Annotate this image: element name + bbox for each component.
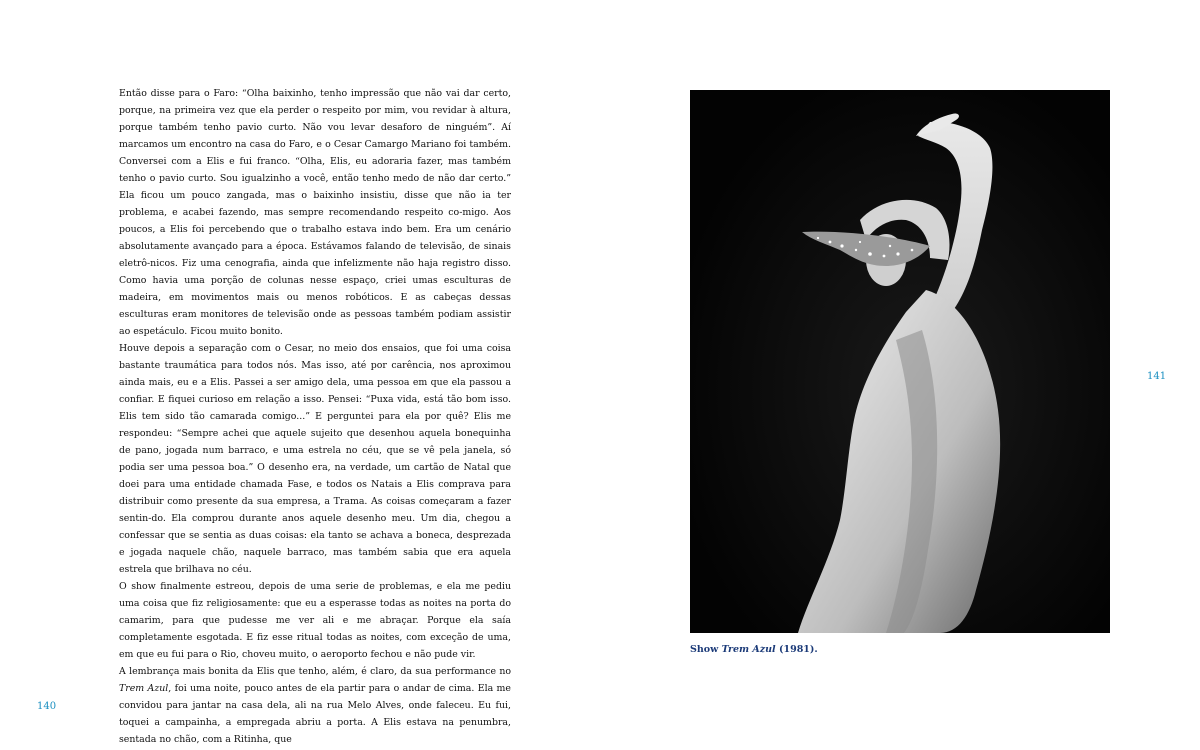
page-number-right: 141 xyxy=(1147,371,1167,382)
body-text xyxy=(119,85,511,748)
caption-title: Trem Azul xyxy=(721,644,776,655)
caption-prefix: Show xyxy=(690,644,722,655)
dancer-illustration xyxy=(690,90,1110,633)
paragraph: Então disse para o Faro: “Olha baixinho, tenho impressão que não vai dar certo, porque, na primeira vez que ela perder o respeito por mim, vou revidar à altura, porque também tenho pavio curto. Não vou levar desaforo de ninguém”. Aí marcamos um encontro na casa do Faro, e o Cesar Camargo Mariano foi também. Conversei com a Elis e fui franco. “Olha, Elis, eu adoraria fazer, mas também tenho o pavio curto. Sou igualzinho a você, então tenho medo de não dar certo.” Ela ficou um pouco zangada, mas o baixinho insistiu, disse que não ia ter problema, e acabei fazendo, mas sempre recomendando respeito co-migo. Aos poucos, a Elis foi percebendo que o trabalho estava indo bem. Era um cenário absolutamente avançado para a época. Estávamos falando de televisão, de sinais eletrô-nicos. Fiz uma cenografia, ainda que infelizmente não haja registro disso. Como havia uma porção de colunas nesse espaço, criei umas esculturas de madeira, em movimentos mais ou menos robóticos. E as cabeças dessas esculturas eram monitores de televisão onde as pessoas também podiam assistir ao espetáculo. Ficou muito bonito. xyxy=(119,88,511,337)
paragraph: Houve depois a separação com o Cesar, no meio dos ensaios, que foi uma coisa bastante traumática para todos nós. Mas isso, até por carência, nos aproximou ainda mais, eu e a Elis. Passei a ser amigo dela, uma pessoa em que ela passou a confiar. E fiquei curioso em relação a isso. Pensei: “Puxa vida, está tão bom isso. Elis tem sido tão camarada comigo...” E perguntei para ela por quê? Elis me respondeu: “Sempre achei que aquele sujeito que desenhou aquela bonequinha de pano, jogada num barraco, e uma estrela no céu, que se vê pela janela, só podia ser uma pessoa boa.” O desenho era, na verdade, um cartão de Natal que doei para uma entidade chamada Fase, e todos os Natais a Elis comprava para distribuir como presente da sua empresa, a Trama. As coisas começaram a fazer sentin-do. Ela comprou durante anos aquele desenho meu. Um dia, chegou a confessar que se sentia as duas coisas: ela tanto se achava a boneca, desprezada e jogada naquele chão, naquele barraco, mas também sabia que era aquela estrela que brilhava no céu. xyxy=(119,343,511,575)
italic-title: Trem Azul xyxy=(119,683,169,694)
performance-photo xyxy=(690,90,1110,633)
paragraph-text: A lembrança mais bonita da Elis que tenho, além, é claro, da sua performance no xyxy=(119,666,511,677)
caption-year: (1981). xyxy=(775,644,818,655)
paragraph: O show finalmente estreou, depois de uma serie de problemas, e ela me pediu uma coisa que fiz religiosamente: que eu a esperasse todas as noites na porta do camarim, para que pudesse me ver ali e me abraçar. Porque ela saía completamente esgotada. E fiz esse ritual todas as noites, com exceção de uma, em que eu fui para o Rio, choveu muito, o aeroporto fechou e não pude vir. xyxy=(119,581,511,660)
paragraph xyxy=(119,663,511,748)
paragraph-text: , foi uma noite, pouco antes de ela partir para o andar de cima. Ela me convidou para jantar na casa dela, ali na rua Melo Alves, onde faleceu. Eu fui, toquei a campainha, a empregada abriu a porta. A Elis estava na penumbra, sentada no chão, com a Ritinha, que xyxy=(119,683,511,745)
photo-caption xyxy=(690,644,818,655)
page-number-left: 140 xyxy=(37,701,57,712)
